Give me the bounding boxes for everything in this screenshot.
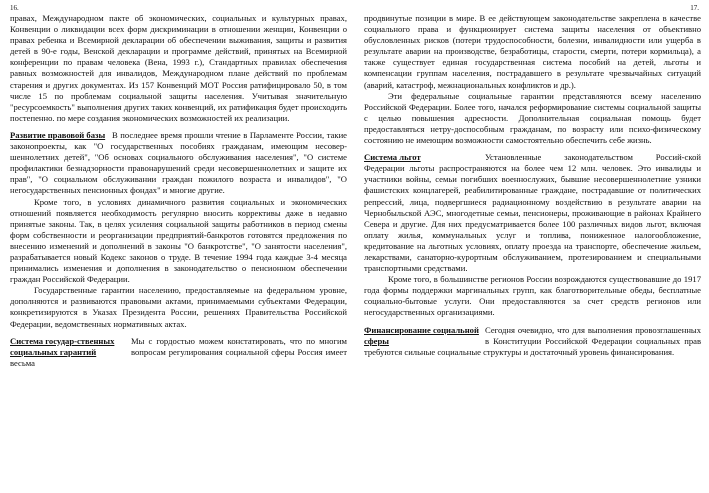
benefits-paragraph-1: Установленные законодательством Россий-ской Федерации льготы распространяются на более чем 12 млн. человек. Это инвалиды и участники войны, семьи погибших военнослужих, бывшие несовершеннолетние узники фашистских концлагерей, реабилитированные граждане, пострадавшие от политических репрессий, лица, подвергшиеся радиационному воздействию в результате аварии на Чернобыльской АЭС, многодетные семьи, пенсионеры, проживающие в районах Крайнего Севера и другие. Для них предусматривается более 100 различных видов льгот, включая оплату жилья, коммунальных услуг и топлива, пониженное налогообложение, кредитование на льготных условиях, оплату проезда на транспорте, обеспечение жильем, лекарствами, санаторно-курортным обслуживанием, протезированием и специальными транспортными средствами.: [364, 152, 701, 274]
benefits-paragraph-2: Кроме того, в большинстве регионов России возрождаются существовавшие до 1917 года формы поддержки маргинальных групп, как благотворительные обеды, бесплатные социально-бытовые услуги. Они предоставляются за счет средств регионов или негосударственных организациями.: [364, 274, 701, 318]
section-heading-social-financing: Финансирование социальной сферы: [364, 324, 479, 346]
financing-paragraph-1: Сегодня очевидно, что для выполнения провозглашенных в Конституции Российской Федерации социальных прав требуются сильные социальные структуры и достаточный уровень финансирования.: [364, 324, 701, 357]
right-intro-paragraph: продвинутые позиции в мире. В ее действующем законодательстве закреплена в качестве социального права и функционирует система защиты населения от объективно обусловленных рисков (потери трудоспособности, болезни, инвалидности или ущерба в результате аварии на производстве, безработицы, старости, смерти, потери кормильца), а также существует единая государственная система пособий на детей, льготы и компенсации группам населения, пострадавшего в результате чрезвычайных ситуаций (аварий, катастроф, межнациональных конфликтов и др.).: [364, 13, 701, 90]
section-heading-state-guarantees: Система государ-ственных социальных гарантий: [10, 335, 115, 357]
left-text-column: [10, 13, 347, 493]
section-heading-legal-base: Развитие правовой базы: [10, 129, 106, 140]
left-page: [0, 0, 352, 493]
section-social-financing: [364, 325, 701, 358]
legal-base-paragraph-1: В последнее время прошли чтение в Парламенте России, такие законопроекты, как "О государственных пособиях гражданам, имеющим несовер-шеннолетних детей", "Об основах социального обслуживания населения", "О системе профилактики безнадзорности правонарушений среди несовершеннолетних и защите их прав", "О социальном обслуживании граждан пожилого возраста и инвалидов", "О негосударственных пенсионных фондах" и многие другие.: [10, 129, 347, 196]
right-intro-paragraph-2: Эти федеральные социальные гарантии представляются всему населению Российской Федерации. Более того, начался реформирование системы социальной защиты с целью повышения адресности. Дополнительная социальная помощь будет предоставляться нетру-доспособным гражданам, по возрасту или психо-физическому состоянию не имеющим возможности самостоятельно обеспечить себе жизнь.: [364, 90, 701, 146]
right-page: [356, 0, 709, 493]
left-intro-paragraph: правах, Международном пакте об экономических, социальных и культурных правах, Конвенции о ликвидации всех форм дискриминации в отношении женщин, Конвенции о правах ребенка и Всемирной декларации об обеспечении выживания, защиты и развития детей в 90-е годы, Венской декларации и программе действий, принятых на Всемирной конференции по правам человека (Вена, 1993 г.), Стандартных правилах обеспечения равных возможностей для инвалидов, Международном плане действий по проблемам старения и других документах. Из 157 Конвенций МОТ Россия ратифицировало 50, в том числе 15 по проблемам социальной защиты населения. Учитывая значительную "ресурсоемкость" выполнения других таких конвенций, их ратификация будет происходить постепенно. по мере создания экономических возможностей их реализации.: [10, 13, 347, 123]
legal-base-paragraph-3: Государственные гарантии населению, предоставляемые на федеральном уровне, дополняются и развиваются правовыми актами, принимаемыми субъектами Федерации, конкретизируются в Указах Президента России, решениях Правительства Российской Федерации, ведомственных нормативных актах.: [10, 285, 347, 329]
legal-base-paragraph-2: Кроме того, в условиях динамичного развития социальных и экономических отношений появляется необходимость регулярно вносить коррективы даже в недавно принятые законы. Так, в целях усиления социальной защиты работников в период смены форм собственности и реорганизации предприятий-банкротов готовятся предложения по внесению изменений и дополнений в законы "О банкротстве", "О занятости населения", разрабатывается новый Кодекс законов о труде. В течение 1994 года каждые 3-4 месяца принимались изменения и дополнения в законодательство о пенсионном обеспечении граждан Российской Федерации.: [10, 196, 347, 285]
section-heading-benefits-system: Система льгот: [364, 152, 421, 163]
section-benefits-system: [364, 152, 701, 274]
right-text-column: [364, 13, 701, 493]
page-number-right: 17.: [690, 4, 699, 12]
page-number-left: 16.: [10, 4, 19, 12]
section-state-guarantees: [10, 336, 347, 369]
state-guarantees-paragraph-1: Мы с гордостью можем констатировать, что по многим вопросам регулирования социальной сферы Россия имеет весьма: [10, 335, 347, 368]
section-legal-base: [10, 130, 347, 197]
